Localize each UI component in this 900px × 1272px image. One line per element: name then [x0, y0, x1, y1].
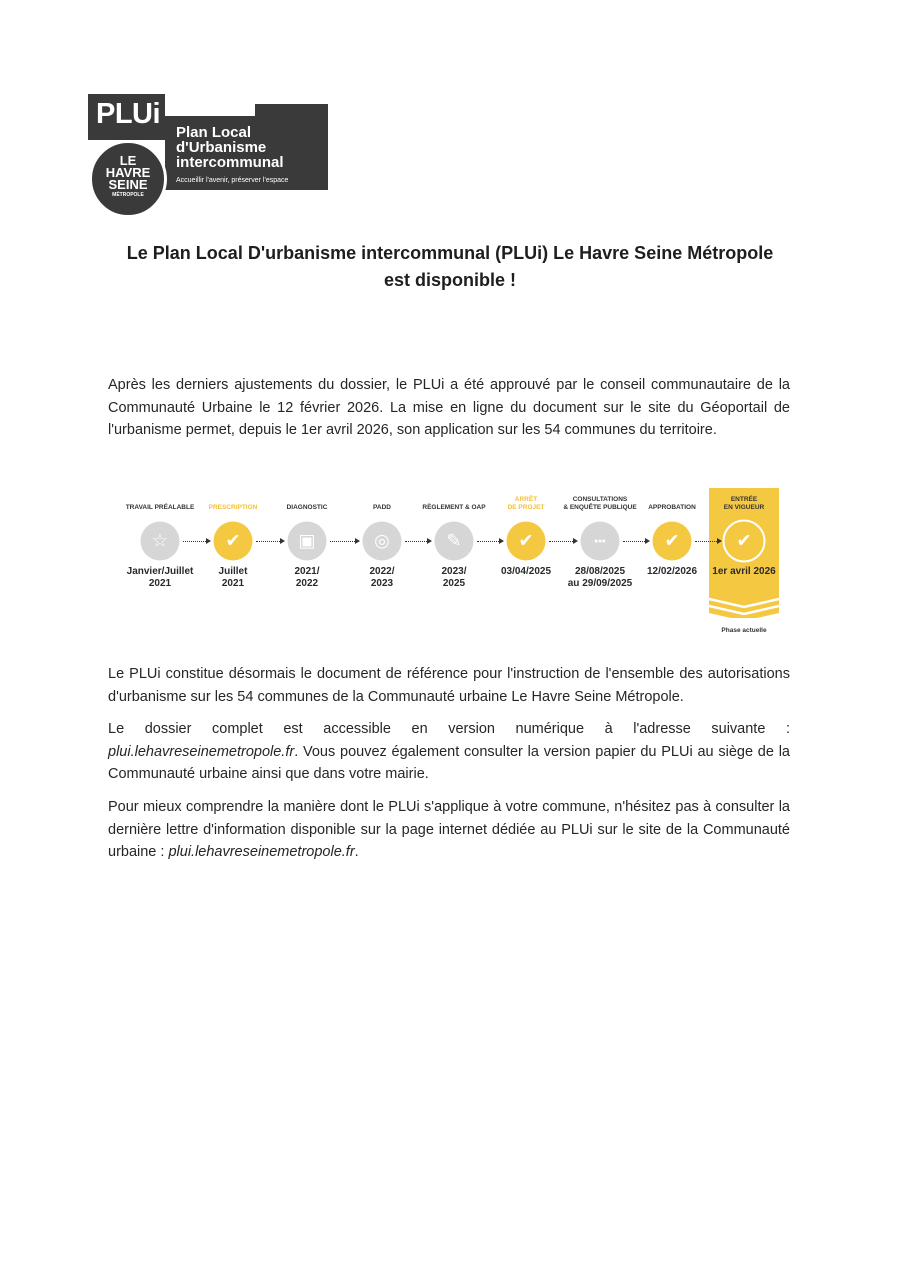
timeline-connector-arrow	[623, 541, 645, 542]
timeline-connector-arrow	[330, 541, 355, 542]
plui-logo	[88, 94, 328, 216]
timeline-step-date: Janvier/Juillet 2021	[126, 566, 194, 589]
timeline-step-date: 1er avril 2026	[712, 566, 776, 577]
timeline-step-circle	[507, 522, 546, 561]
logo-tagline: Accueillir l'avenir, préserver l'espace	[176, 177, 289, 184]
timeline-step-date: Juillet 2021	[218, 566, 248, 589]
people-icon: •••	[594, 535, 606, 547]
timeline-step-label: APPROBATION	[648, 504, 696, 511]
timeline-step-label: PADD	[373, 504, 391, 511]
timeline-step-circle	[363, 522, 402, 561]
timeline-step-label: PRESCRIPTION	[208, 504, 258, 511]
info-paragraph: Pour mieux comprendre la manière dont le PLUi s'applique à votre commune, n'hésitez pas à consulter la dernière lettre d'information disponible sur la page internet dédiée au PLUi sur le site de la Communauté urbaine : plui.lehavreseinemetropole.fr.	[108, 799, 790, 860]
timeline-step-circle	[214, 522, 253, 561]
camera-icon: ▣	[298, 530, 316, 551]
timeline-connector-arrow	[183, 541, 206, 542]
timeline-step-label: CONSULTATIONS & ENQUÊTE PUBLIQUE	[563, 496, 637, 511]
timeline-step-date: 2022/ 2023	[369, 566, 395, 589]
timeline-connector-arrow	[256, 541, 280, 542]
check-icon: ✔	[664, 530, 680, 551]
timeline-step-label: ENTRÉE EN VIGUEUR	[723, 496, 765, 511]
timeline-step-label: TRAVAIL PRÉALABLE	[125, 504, 195, 511]
timeline-step-circle	[141, 522, 180, 561]
timeline-step-date: 2021/ 2022	[294, 566, 320, 589]
timeline-step-label: RÈGLEMENT & OAP	[422, 504, 486, 511]
page-title-line1: Le Plan Local D'urbanisme intercommunal (PLUi) Le Havre Seine Métropole	[126, 243, 774, 263]
timeline-step-circle	[581, 522, 620, 561]
page-title-line2: est disponible !	[383, 270, 516, 290]
check-icon: ✔	[225, 530, 241, 551]
lightbulb-icon: ☆	[151, 530, 169, 551]
target-icon: ◎	[374, 530, 390, 551]
page-title	[100, 240, 800, 294]
plui-website-link-2[interactable]: plui.lehavreseinemetropole.fr	[168, 844, 355, 860]
timeline-step-label: DIAGNOSTIC	[286, 504, 328, 511]
reference-paragraph: Le PLUi constitue désormais le document de référence pour l'instruction de l'ensemble des autorisations d'urbanisme sur les 54 communes de la Communauté urbaine Le Havre Seine Métropole.	[108, 666, 790, 705]
timeline-connector-arrow	[477, 541, 499, 542]
timeline-step-label: ARRÊT DE PROJET	[507, 496, 545, 511]
logo-plui-word: PLUi	[96, 98, 161, 130]
timeline-connector-arrow	[405, 541, 427, 542]
plui-website-link[interactable]: plui.lehavreseinemetropole.fr	[108, 743, 295, 760]
timeline-step-date: 12/02/2026	[646, 566, 698, 577]
current-phase-chevrons	[709, 595, 779, 621]
timeline-step-circle	[653, 522, 692, 561]
current-phase-label: Phase actuelle	[721, 627, 767, 634]
check-icon: ✔	[518, 530, 534, 551]
intro-paragraph: Après les derniers ajustements du dossier, le PLUi a été approuvé par le conseil communautaire de la Communauté Urbaine le 12 février 2026. La mise en ligne du document sur le site du Géoportail de l'urbanisme permet, depuis le 1er avril 2026, son application sur les 54 communes du territoire.	[108, 377, 790, 438]
timeline-step-circle	[435, 522, 474, 561]
timeline-step-circle	[288, 522, 327, 561]
check-icon: ✔	[736, 530, 752, 551]
timeline-step-date: 2023/ 2025	[441, 566, 467, 589]
timeline-step-date: 03/04/2025	[500, 566, 552, 577]
access-paragraph: Le dossier complet est accessible en version numérique à l'adresse suivante : plui.lehavreseinemetropole.fr. Vous pouvez également consulter la version papier du PLUi au siège de la Communauté urbaine ainsi que dans votre mairie.	[108, 721, 790, 782]
logo-title: Plan Local d'Urbanisme intercommunal	[176, 124, 284, 171]
le-havre-seine-metropole-logo: LE HAVRE SEINE MÉTROPOLE	[89, 140, 167, 218]
timeline-step-date: 28/08/2025 au 29/09/2025	[567, 566, 633, 589]
document-icon: ✎	[446, 530, 462, 551]
timeline-connector-arrow	[549, 541, 573, 542]
